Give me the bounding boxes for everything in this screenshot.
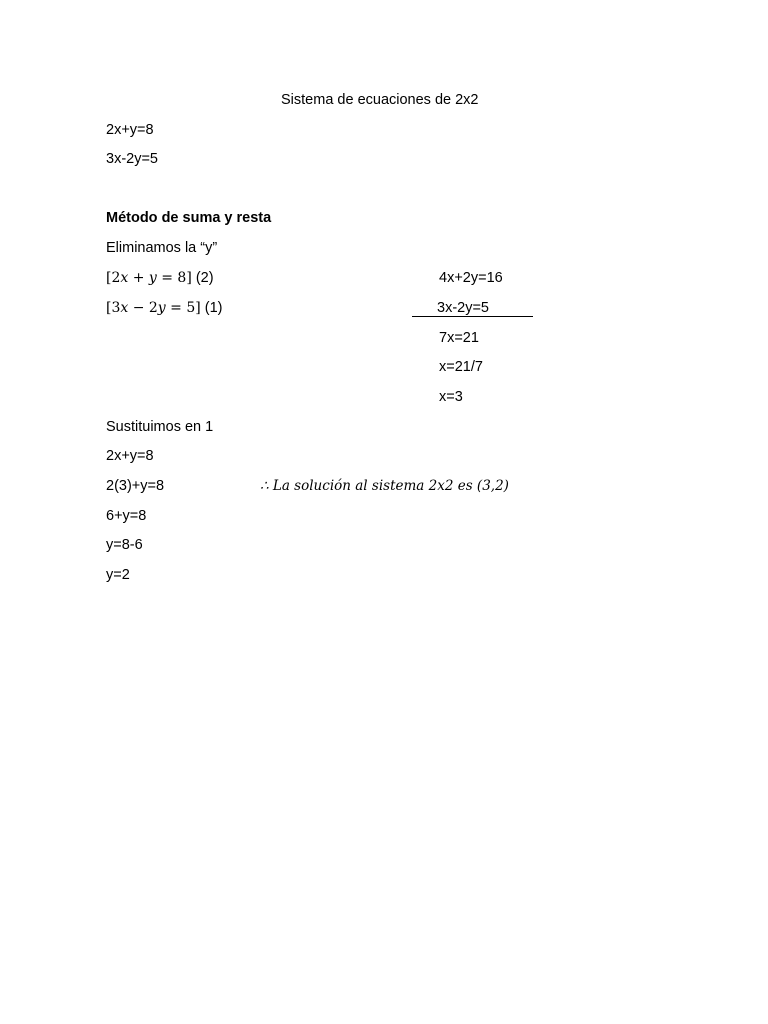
bracket-equation-2-expr: [3𝑥 − 2𝑦 = 5] — [106, 300, 201, 316]
elimination-sum: 7x=21 — [439, 330, 479, 346]
bracket-equation-1-multiplier: (2) — [195, 270, 214, 286]
substitution-step: 6+y=8 — [106, 508, 147, 524]
bracket-equation-2-multiplier: (1) — [204, 300, 223, 316]
substitution-heading: Sustituimos en 1 — [106, 419, 214, 435]
method-heading: Método de suma y resta — [106, 210, 272, 226]
bracket-equation-1-expr: [2𝑥 + 𝑦 = 8] — [106, 270, 192, 286]
solution-conclusion: ∴ 𝐿𝑎 𝑠𝑜𝑙𝑢𝑐𝑖ó𝑛 𝑎𝑙 𝑠𝑖𝑠𝑡𝑒𝑚𝑎 2𝑥2 𝑒𝑠 (3,2) — [260, 478, 509, 494]
sum-rule-line — [412, 316, 533, 317]
system-equation-1: 2x+y=8 — [106, 122, 154, 138]
substitution-step: 2(3)+y=8 — [106, 478, 165, 494]
system-equation-2: 3x-2y=5 — [106, 151, 158, 167]
elimination-line-2: 3x-2y=5 — [437, 300, 489, 316]
substitution-step: y=2 — [106, 567, 130, 583]
elimination-result: x=3 — [439, 389, 463, 405]
substitution-step: 2x+y=8 — [106, 448, 154, 464]
method-intro: Eliminamos la “y” — [106, 240, 218, 256]
elimination-line-1: 4x+2y=16 — [439, 270, 503, 286]
document-title: Sistema de ecuaciones de 2x2 — [281, 92, 479, 108]
substitution-step: y=8-6 — [106, 537, 143, 553]
elimination-divide: x=21/7 — [439, 359, 483, 375]
bracket-equation-2 — [106, 299, 222, 317]
bracket-equation-1 — [106, 269, 214, 287]
